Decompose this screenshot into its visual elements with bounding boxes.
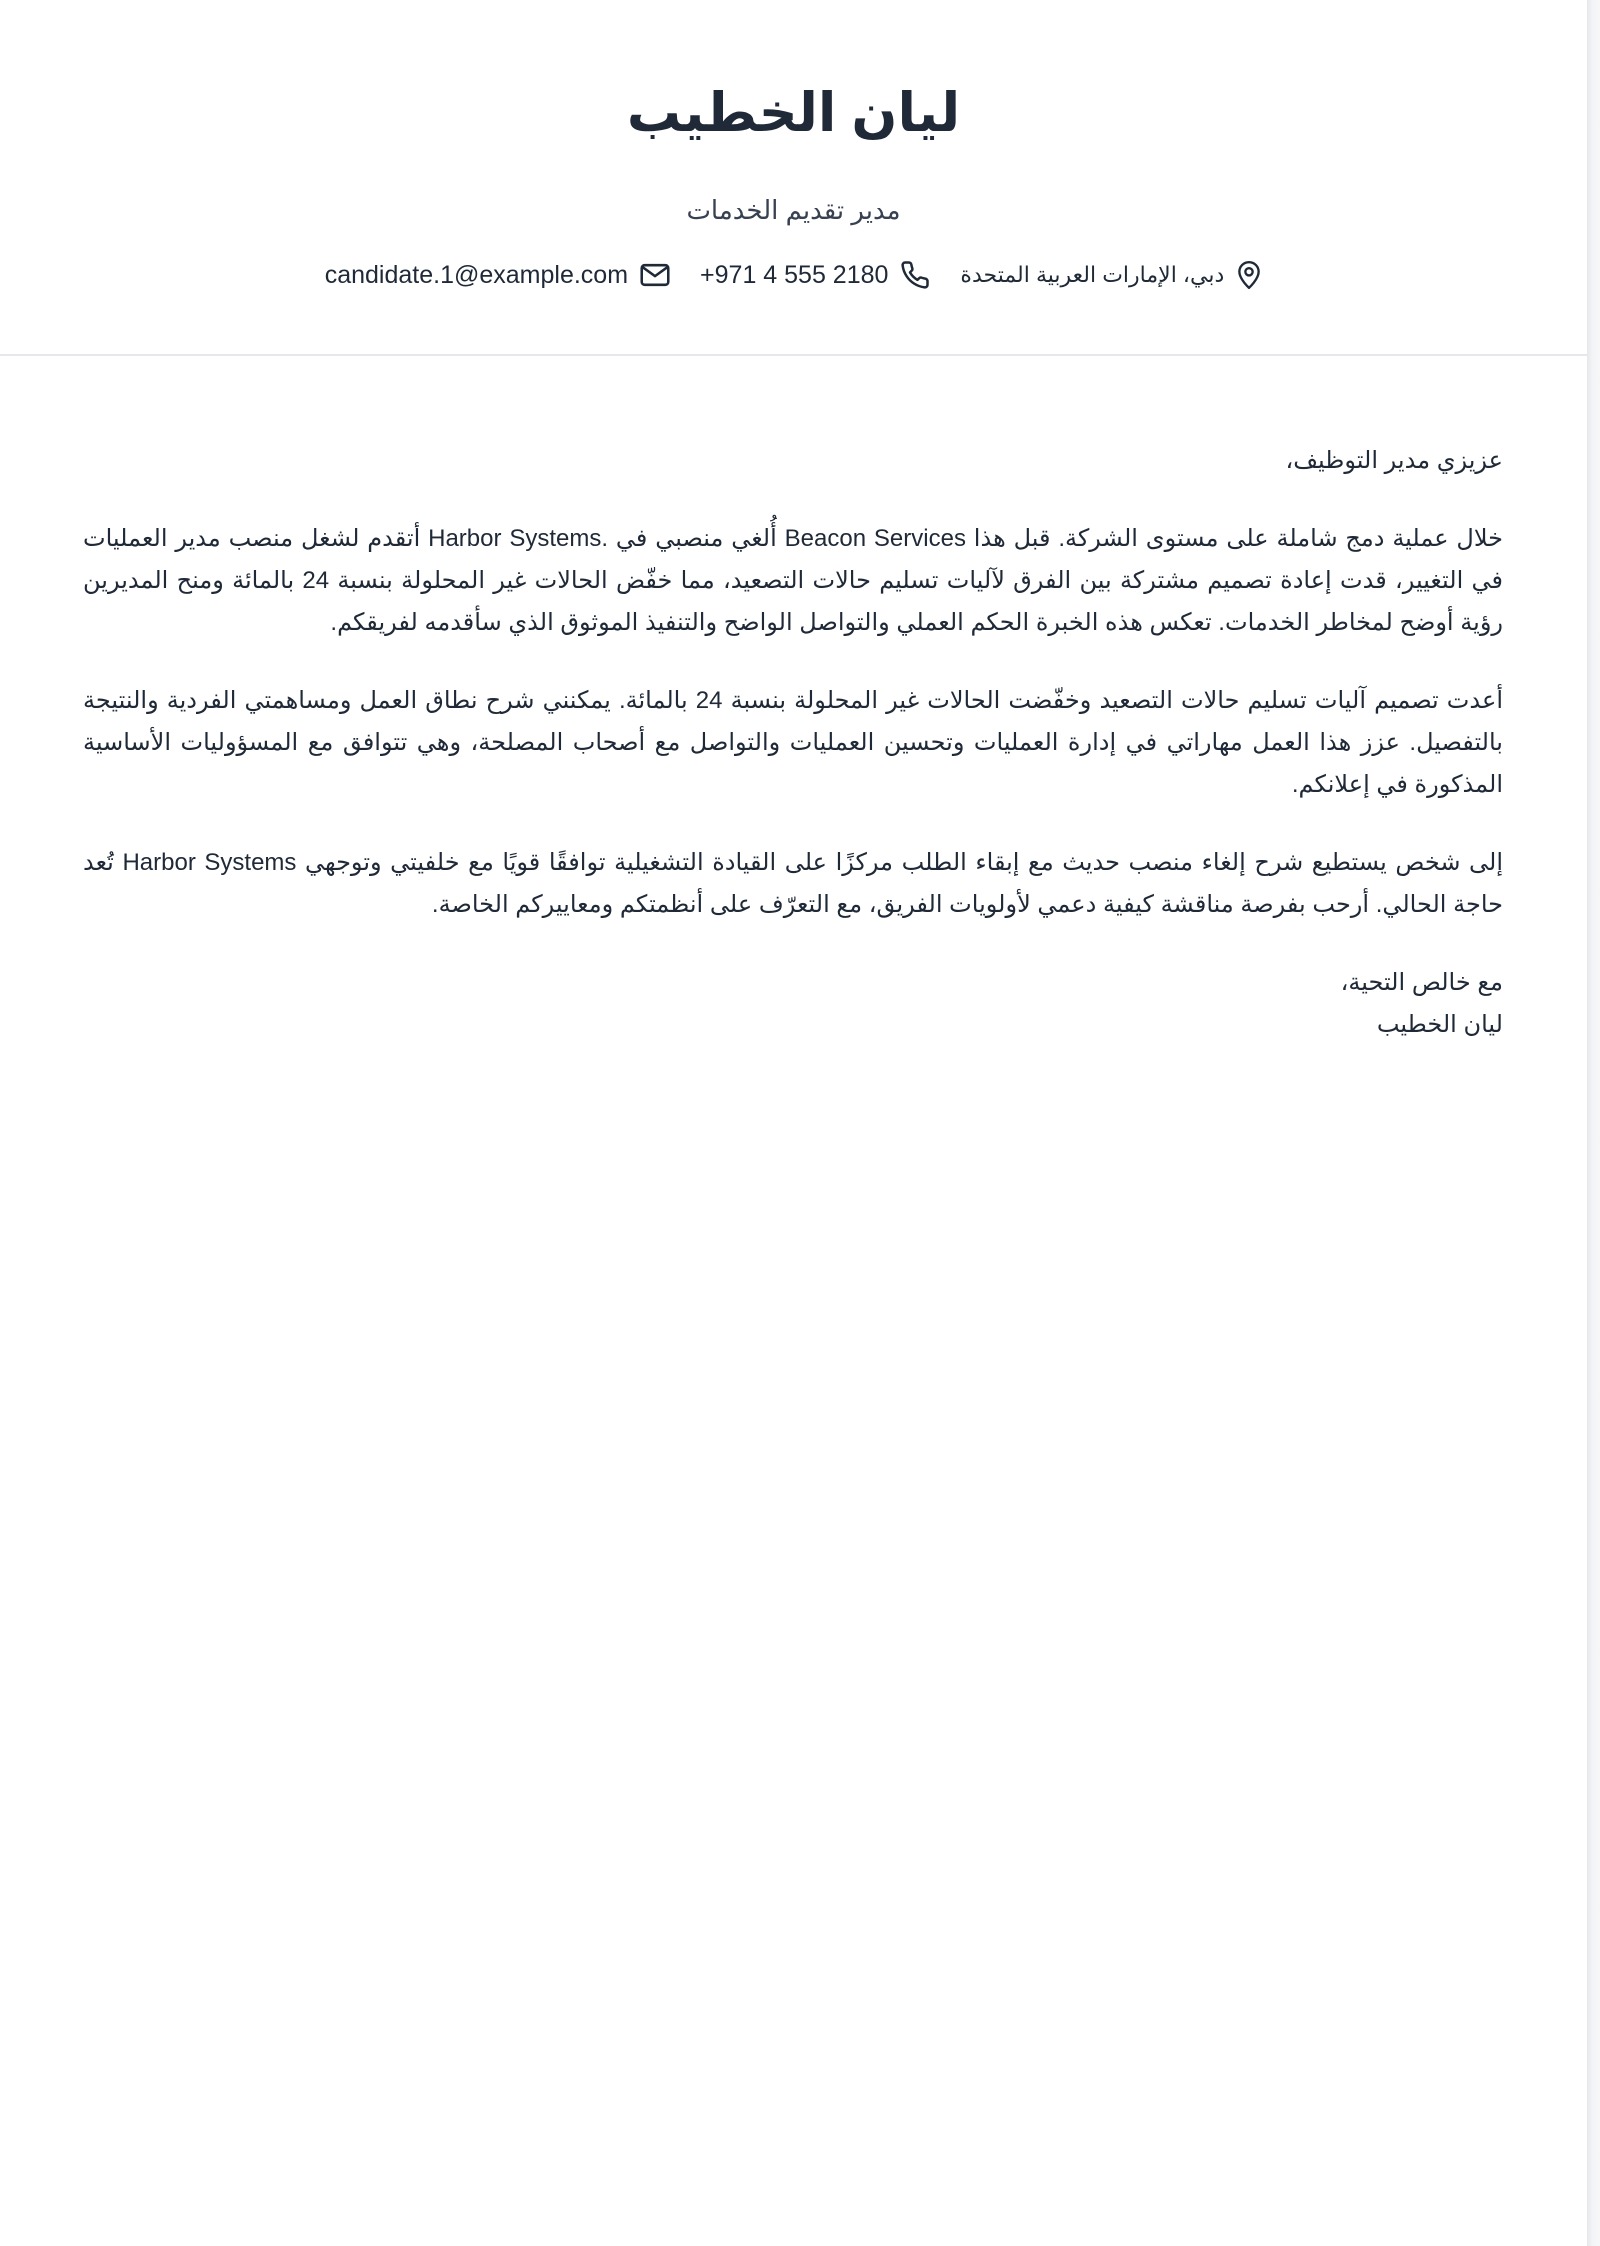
letter-header: [0, 0, 1587, 356]
map-pin-icon: [1236, 260, 1262, 290]
signature: ليان الخطيب: [1376, 1011, 1503, 1038]
candidate-title: مدير تقديم الخدمات: [686, 195, 901, 225]
salutation: عزيزي مدير التوظيف،: [1285, 447, 1503, 474]
phone-icon: [900, 260, 930, 290]
letter-paragraph-3: إلى شخص يستطيع شرح إلغاء منصب حديث مع إبقاء الطلب مركزًا على القيادة التشغيلية توافقًا قويًا مع خلفيتي وتوجهي Harbor Systems تُعد حاجة الحالي. أرحب بفرصة مناقشة كيفية دعمي لأولويات الفريق، مع التعرّف على أنظمتكم ومعاييركم الخاصة.: [83, 849, 1503, 918]
contact-phone: [700, 260, 930, 290]
page-edge: [1587, 0, 1600, 2246]
mail-icon: [640, 263, 670, 287]
contact-info: [0, 260, 1587, 290]
letter-paragraph-2: أعدت تصميم آليات تسليم حالات التصعيد وخفّضت الحالات غير المحلولة بنسبة 24 بالمائة. يمكنني شرح نطاق العمل ومساهمتي الفردية والنتيجة بالتفصيل. عزز هذا العمل مهاراتي في إدارة العمليات وتحسين العمليات والتواصل مع أصحاب المصلحة، وهي تتوافق مع المسؤوليات الأساسية المذكورة في إعلانكم.: [83, 687, 1503, 798]
location-text: دبي، الإمارات العربية المتحدة: [960, 262, 1225, 287]
phone-text: +971 4 555 2180: [700, 260, 889, 289]
closing: مع خالص التحية،: [1340, 969, 1503, 996]
contact-email: [325, 261, 670, 290]
email-text: candidate.1@example.com: [324, 260, 629, 289]
letter-body: [83, 440, 1503, 1046]
letter-paragraph-1: خلال عملية دمج شاملة على مستوى الشركة. قبل هذا Beacon Services أُلغي منصبي في .Harbor Systems أتقدم لشغل منصب مدير العمليات في التغيير، قدت إعادة تصميم مشتركة بين الفرق لآليات تسليم حالات التصعيد، مما خفّض الحالات غير المحلولة بنسبة 24 بالمائة ومنح المديرين رؤية أوضح لمخاطر الخدمات. تعكس هذه الخبرة الحكم العملي والتواصل الواضح والتنفيذ الموثوق الذي سأقدمه لفريقكم.: [83, 525, 1504, 636]
contact-location: [960, 260, 1262, 290]
candidate-name: ليان الخطيب: [626, 83, 961, 143]
